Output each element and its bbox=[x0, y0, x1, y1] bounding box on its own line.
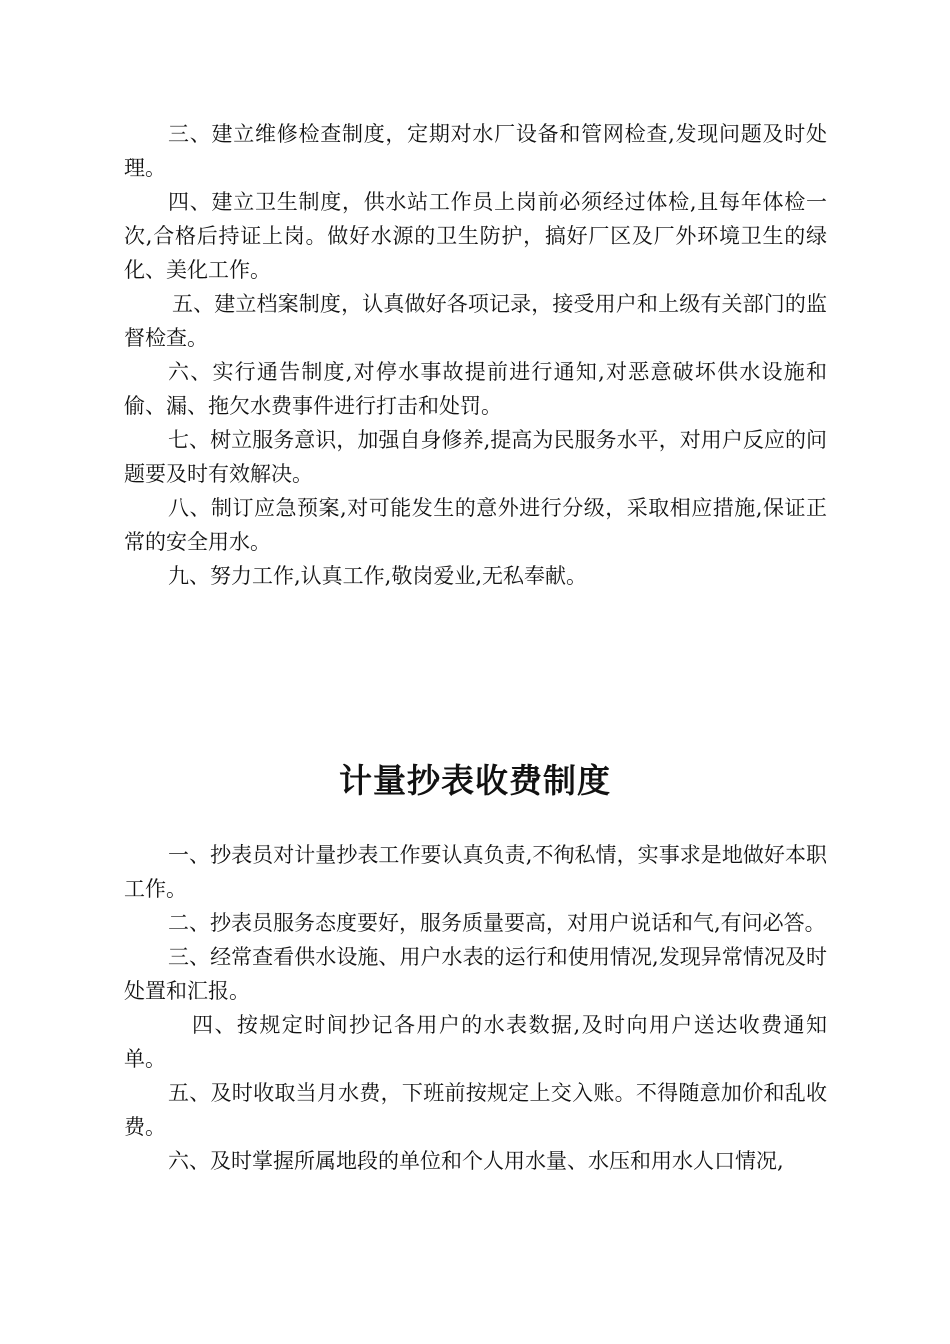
rule-item-2: 二、抄表员服务态度要好，服务质量要高，对用户说话和气,有问必答。 bbox=[168, 911, 826, 935]
paragraph-item-4: 四、建立卫生制度，供水站工作员上岗前必须经过体检,且每年体检一次,合格后持证上岗。做好水源的卫生防护，搞好厂区及厂外环境卫生的绿化、美化工作。 bbox=[124, 190, 827, 282]
rule-item-4: 四、按规定时间抄记各用户的水表数据,及时向用户送达收费通知单。 bbox=[124, 1013, 827, 1071]
rule-item-1: 一、抄表员对计量抄表工作要认真负责,不徇私情，实事求是地做好本职工作。 bbox=[124, 843, 827, 901]
paragraph-item-5: 五、建立档案制度，认真做好各项记录，接受用户和上级有关部门的监督检查。 bbox=[124, 292, 827, 350]
regulations-list-continued bbox=[124, 117, 827, 593]
rule-item-5: 五、及时收取当月水费，下班前按规定上交入账。不得随意加价和乱收费。 bbox=[124, 1081, 827, 1139]
metering-rules-list bbox=[124, 838, 827, 1178]
paragraph-item-6: 六、实行通告制度,对停水事故提前进行通知,对恶意破坏供水设施和偷、漏、拖欠水费事件进行打击和处罚。 bbox=[124, 360, 827, 418]
paragraph-item-7: 七、树立服务意识，加强自身修养,提高为民服务水平，对用户反应的问题要及时有效解决。 bbox=[124, 428, 827, 486]
paragraph-item-3: 三、建立维修检查制度，定期对水厂设备和管网检查,发现问题及时处理。 bbox=[124, 122, 827, 180]
paragraph-item-8: 八、制订应急预案,对可能发生的意外进行分级，采取相应措施,保证正常的安全用水。 bbox=[124, 496, 827, 554]
rule-item-3: 三、经常查看供水设施、用户水表的运行和使用情况,发现异常情况及时处置和汇报。 bbox=[124, 945, 827, 1003]
rule-item-6: 六、及时掌握所属地段的单位和个人用水量、水压和用水人口情况, bbox=[168, 1149, 784, 1173]
paragraph-item-9: 九、努力工作,认真工作,敬岗爱业,无私奉献。 bbox=[168, 564, 588, 588]
section-title: 计量抄表收费制度 bbox=[339, 761, 611, 800]
